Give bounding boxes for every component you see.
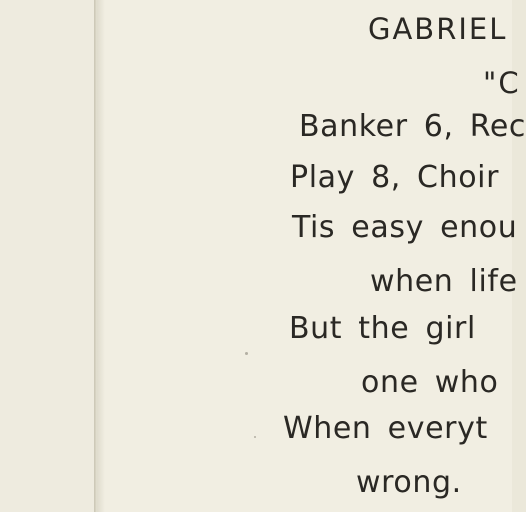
verse-line-6: wrong. [356, 465, 462, 500]
verse-line-2: when life [370, 264, 518, 299]
gutter-shadow [97, 0, 105, 512]
verse-line-1: Tis easy enou [292, 210, 518, 245]
verse-line-5: When everyt [283, 411, 488, 446]
paper-speck [245, 352, 248, 355]
verse-line-4: one who [361, 365, 499, 400]
verse-line-3: But the girl [289, 311, 476, 346]
activities-line-2: Play 8, Choir [290, 160, 500, 195]
name-heading: GABRIEL [368, 12, 508, 46]
paper-speck [254, 436, 256, 438]
page-margin [0, 0, 97, 512]
quote-heading: "C [483, 66, 521, 100]
activities-line-1: Banker 6, Rec [299, 109, 526, 144]
